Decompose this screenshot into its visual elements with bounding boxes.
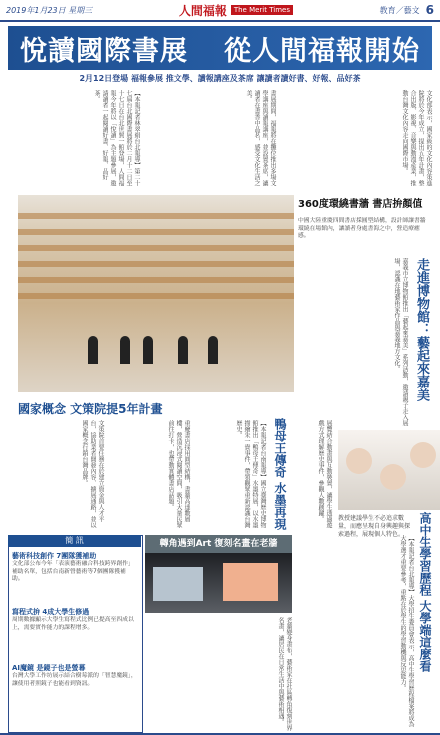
brief-item (12, 607, 137, 632)
art-headline: 轉角遇到Art 復刻名畫在老牆 (145, 535, 292, 553)
person (208, 336, 218, 364)
brief-item (12, 663, 137, 688)
lead-subtitle: 2月12日登場 福報參展 推文學、讀報講座及茶席 讓讀者讀好書、好報、品好茶 (79, 74, 361, 83)
brief-title: 藝術科技創作 7團隊獲補助 (12, 552, 97, 560)
article-col-policy2: 重慶書店採用圓型結構，書牆高達數層樓，營造沉浸式閱讀空間，吸引大量民眾前往打卡，也帶動實體書店話題。 (167, 420, 190, 528)
shelf-line (18, 277, 294, 283)
mural-left (153, 567, 203, 601)
logo-chinese: 人間福報 (178, 3, 227, 18)
policy-headline: 國家概念 文策院提5年計畫 (18, 399, 294, 419)
banner-right-title: 從人間福報開始 (224, 35, 420, 67)
brief-text: 周期數據顯示大學生寫程式比例已提高至四成以上，需要實作能力的課程增多。 (12, 617, 134, 631)
bookstore-headline: 360度環繞書牆 書店拚顏值 (298, 195, 430, 215)
child-figure (346, 448, 372, 474)
child-figure (380, 464, 406, 490)
article-col-policy1: 文策院首要任務在於建立資金與人才平台，協助業者開發內容、擴展通路，並以國家概念行銷台灣品牌。 (81, 420, 104, 528)
yuan-headline: 鴨母王傳奇 水墨再現 (273, 418, 287, 531)
article-col-museum: 嘉義市立博物館推出「藝起來嘉美」系列活動，邀請親子走入展場，認識在地藝術家作品與嘉義地方文化。 (393, 258, 408, 426)
article-col-student2: 教授建議學生不必追求數量，而應呈現自身興趣與探索過程，展現個人特色。 (338, 515, 411, 538)
banner-left-title: 悅讀國際書展 (20, 35, 188, 67)
shelf-line (18, 213, 294, 219)
child-figure (410, 442, 436, 468)
shelf-line (18, 245, 294, 251)
shelf-line (18, 261, 294, 267)
person (88, 336, 98, 364)
main-banner (8, 26, 432, 70)
article-col-left2: 書展期間，福報將在攤位推出多場文學講座與讀報講座，並設置茶席，讓讀者在書香中品茗，感受文化生活之美。 (245, 90, 276, 186)
logo-english: The Merit Times (231, 5, 293, 15)
brief-text: 台灣大學工作坊展示結合樹莓派的「智慧魔鏡」，讓使用者照鏡子也能看到資訊。 (12, 673, 137, 687)
issue-date: 2019年1月23日 星期三 (6, 5, 93, 15)
student-headline: 高中生學習歷程 大學端這麼看 (418, 512, 432, 673)
brief-title: AI魔鏡 是鏡子也是螢幕 (12, 664, 86, 672)
shelf-line (18, 293, 294, 299)
section-title: 教育／藝文 (379, 5, 420, 15)
museum-headline: 走進博物館：藝起來嘉美 (414, 258, 429, 401)
page-number: 6 (425, 3, 434, 17)
shelf-line (18, 229, 294, 235)
newspaper-logo (179, 2, 293, 19)
mural-right (223, 563, 278, 601)
article-col-mid2: 展覽結合動畫與互動裝置，讓學生透過遊戲方式理解歷史事件，參觀人數踴躍。 (317, 420, 332, 528)
article-col-student: 【本報記者台北報導】大學招生委員會表示，高中生學習歷程檔案將成為大學選才重要參考，重點在於學生的學習動機與反思能力。 (399, 535, 414, 727)
brief-title: 寫程式拚 4成大學生修過 (12, 608, 90, 616)
brief-item (12, 551, 137, 584)
section-info (380, 3, 434, 17)
person (143, 336, 153, 364)
article-col-left3: 文化部表示，國家級的文化內容策進院將於今年成立，提出五年計畫，整合出版、影視、音樂與動漫產業，推動台灣文化內容走向國際市場。 (401, 90, 432, 186)
brief-text: 文化部公布今年「表演藝術融合科技跨界創作」補助名單，包括台南新營藝術等7個團隊獲補助。 (12, 561, 134, 582)
article-col-mid1: 【本報記者台南報導】國立臺灣歷史博物館推出「鴨母王傳奇」水墨特展，以水墨描繪朱一貴事件，帶領觀眾重新認識台灣歷史。 (235, 420, 266, 528)
museum-photo (338, 430, 440, 510)
people-silhouettes (88, 334, 228, 364)
person (120, 336, 130, 364)
bookstore-caption: 中國大陸重慶四間書店採圓型結構，設計師讓書牆環繞在場館內，讓讀者身處書海之中，營造療癒感。 (298, 218, 426, 239)
person (178, 336, 188, 364)
page-header (0, 0, 440, 22)
bookstore-photo (18, 195, 294, 392)
briefs-label: 簡 訊 (8, 535, 141, 547)
article-col-art: 老牆變身畫布，藝術家在社區轉角復刻世界名畫，讓居民在日常生活中與藝術相遇。 (277, 617, 292, 731)
mural-photo (145, 553, 292, 613)
article-col-left1: 【本報記者林翠絹台北報導】第二十七屆台北國際書展將於二月十二日至十七日在台北世貿一館登場，人間福報今年將以「悅讀」為主題參展，邀請讀者一起閱讀好書、好報、品好茶。 (93, 90, 140, 186)
